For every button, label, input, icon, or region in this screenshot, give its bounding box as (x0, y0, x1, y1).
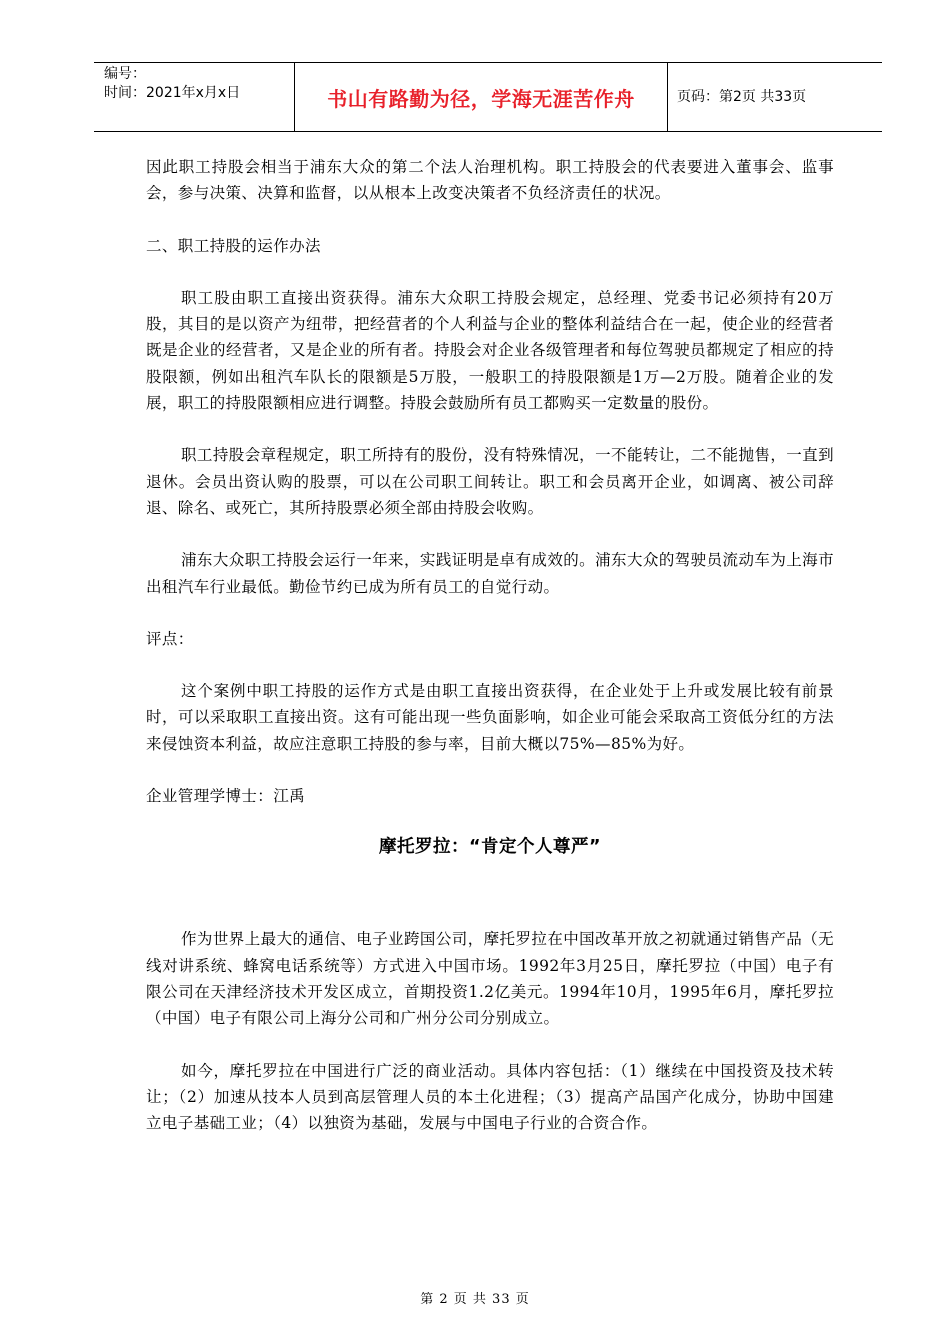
paragraph: 作为世界上最大的通信、电子业跨国公司，摩托罗拉在中国改革开放之初就通过销售产品（无线对讲系统、蜂窝电话系统等）方式进入中国市场。1992年3月25日，摩托罗拉（中国）电子有限公司在天津经济技术开发区成立，首期投资1.2亿美元。1994年10月，1995年6月，摩托罗拉（中国）电子有限公司上海分公司和广州分公司分别成立。 (146, 930, 834, 1028)
author-line: 企业管理学博士：江禹 (146, 787, 306, 806)
document-body (146, 154, 834, 1136)
document-time-label: 时间：2021年x月x日 (104, 85, 241, 101)
paragraph: 这个案例中职工持股的运作方式是由职工直接出资获得，在企业处于上升或发展比较有前景时，可以采取职工直接出资。这有可能出现一些负面影响，如企业可能会采取高工资低分红的方法来侵蚀资本利益，故应注意职工持股的参与率，目前大概以75%—85%为好。 (146, 682, 834, 753)
document-number-label: 编号： (104, 66, 146, 82)
header-page-label: 页码：第2页 共33页 (677, 88, 807, 105)
paragraph: 职工股由职工直接出资获得。浦东大众职工持股会规定，总经理、党委书记必须持有20万股，其目的是以资产为纽带，把经营者的个人利益与企业的整体利益结合在一起，使企业的经营者既是企业的经营者，又是企业的所有者。持股会对企业各级管理者和每位驾驶员都规定了相应的持股限额，例如出租汽车队长的限额是5万股，一般职工的持股限额是1万—2万股。随着企业的发展，职工的持股限额相应进行调整。持股会鼓励所有员工都购买一定数量的股份。 (146, 288, 834, 413)
article-title: 摩托罗拉：“肯定个人尊严” (378, 837, 601, 858)
paragraph: 如今，摩托罗拉在中国进行广泛的商业活动。具体内容包括：（1）继续在中国投资及技术转让；（2）加速从技本人员到高层管理人员的本土化进程；（3）提高产品国产化成分，协助中国建立电子基础工业；（4）以独资为基础，发展与中国电子行业的合资合作。 (146, 1061, 834, 1133)
page-header (94, 62, 882, 132)
section-heading: 二、职工持股的运作办法 (146, 236, 321, 255)
header-page-cell (668, 63, 882, 131)
page-footer: 第 2 页 共 33 页 (420, 1292, 530, 1307)
paragraph: 浦东大众职工持股会运行一年来，实践证明是卓有成效的。浦东大众的驾驶员流动车为上海市出租汽车行业最低。勤俭节约已成为所有员工的自觉行动。 (146, 551, 834, 596)
header-meta-cell (94, 63, 295, 131)
comment-label: 评点： (146, 629, 194, 648)
header-motto: 书山有路勤为径，学海无涯苦作舟 (327, 86, 635, 111)
header-motto-cell (295, 63, 668, 131)
paragraph: 因此职工持股会相当于浦东大众的第二个法人治理机构。职工持股会的代表要进入董事会、监事会，参与决策、决算和监督，以从根本上改变决策者不负经济责任的状况。 (146, 158, 834, 203)
paragraph: 职工持股会章程规定，职工所持有的股份，没有特殊情况，一不能转让，二不能抛售，一直到退休。会员出资认购的股票，可以在公司职工间转让。职工和会员离开企业，如调离、被公司辞退、除名、或死亡，其所持股票必须全部由持股会收购。 (146, 446, 834, 517)
